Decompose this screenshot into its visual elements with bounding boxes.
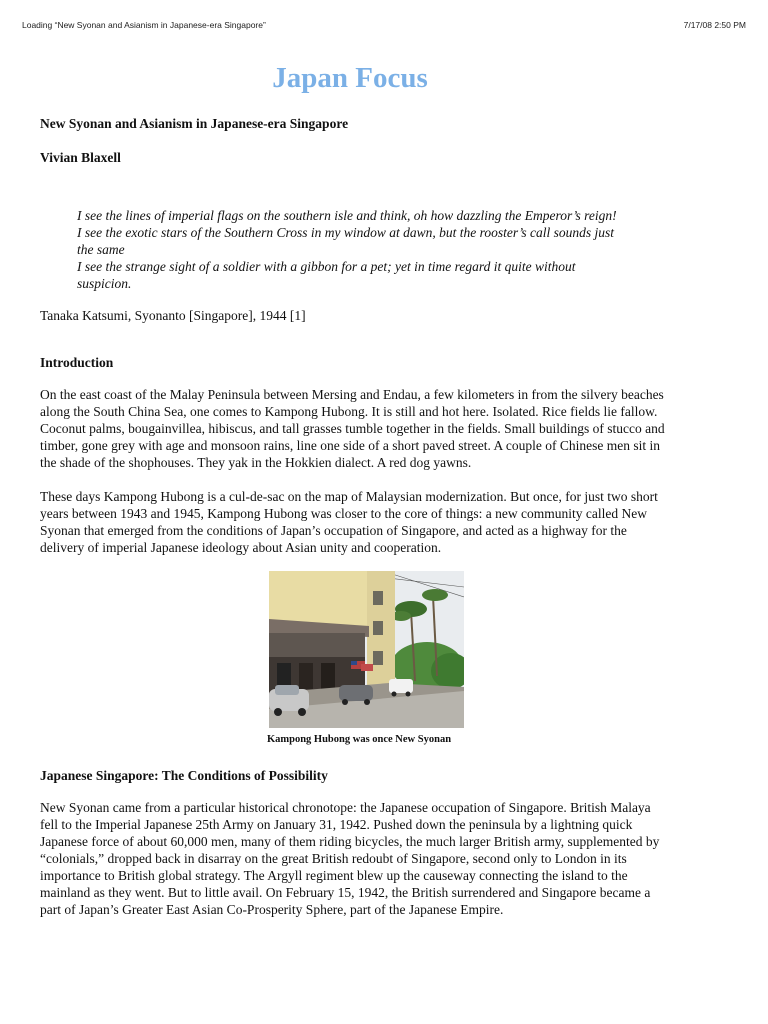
article-content — [40, 115, 672, 918]
browser-header-timestamp: 7/17/08 2:50 PM — [683, 20, 746, 30]
epigraph-poem — [77, 207, 627, 292]
intro-paragraph: On the east coast of the Malay Peninsula between Mersing and Endau, a few kilometers in from the silvery beaches along the South China Sea, one comes to Kampong Hubong. It is still and hot here. Isolated. Rice fields lie fallow. Coconut palms, bougainvillea, hibiscus, and tall grasses tumble together in the fields. Small buildings of stucco and timber, gone grey with age and monsoon rains, line one side of a short paved street. A couple of Chinese men sit in the shade of the shophouses. They yak in the Hokkien dialect. A red dog yawns. — [40, 387, 665, 470]
poem-line: I see the lines of imperial flags on the southern isle and think, oh how dazzling the Emperor’s reign! — [77, 208, 617, 223]
poem-line: I see the exotic stars of the Southern Cross in my window at dawn, but the rooster’s call sounds just the same — [77, 225, 614, 257]
article-title: New Syonan and Asianism in Japanese-era Singapore — [40, 116, 349, 131]
figure — [40, 571, 672, 745]
article-author: Vivian Blaxell — [40, 150, 121, 165]
site-title[interactable]: Japan Focus — [272, 62, 428, 94]
section-heading: Japanese Singapore: The Conditions of Possibility — [40, 768, 328, 783]
intro-paragraph: These days Kampong Hubong is a cul-de-sac on the map of Malaysian modernization. But once, for just two short years between 1943 and 1945, Kampong Hubong was closer to the core of things: a new community called New Syonan that emerged from the conditions of Japan’s occupation of Singapore, and acted as a highway for the delivery of imperial Japanese ideology about Asian unity and cooperation. — [40, 489, 658, 555]
intro-heading: Introduction — [40, 355, 114, 370]
figure-caption: Kampong Hubong was once New Syonan — [266, 734, 452, 745]
browser-header-title: Loading “New Syonan and Asianism in Japanese-era Singapore” — [22, 20, 266, 30]
poem-attribution: Tanaka Katsumi, Syonanto [Singapore], 1944 [1] — [40, 308, 306, 323]
kampong-hubong-photo — [269, 571, 464, 728]
poem-line: I see the strange sight of a soldier with a gibbon for a pet; yet in time regard it quite without suspicion. — [77, 259, 576, 291]
section-paragraph: New Syonan came from a particular historical chronotope: the Japanese occupation of Singapore. British Malaya fell to the Imperial Japanese 25th Army on January 31, 1942. Pushed down the peninsula by a lightning quick Japanese force of about 60,000 men, many of them riding bicycles, the much larger British army, supplemented by “colonials,” dropped back in disarray on the great British redoubt of Singapore, second only to London in its importance to British global strategy. The Argyll regiment blew up the causeway connecting the island to the mainland as they went. But to little avail. On February 15, 1942, the British surrendered and Singapore became a part of Japan’s Greater East Asian Co-Prosperity Sphere, part of the Japanese Empire. — [40, 800, 660, 917]
